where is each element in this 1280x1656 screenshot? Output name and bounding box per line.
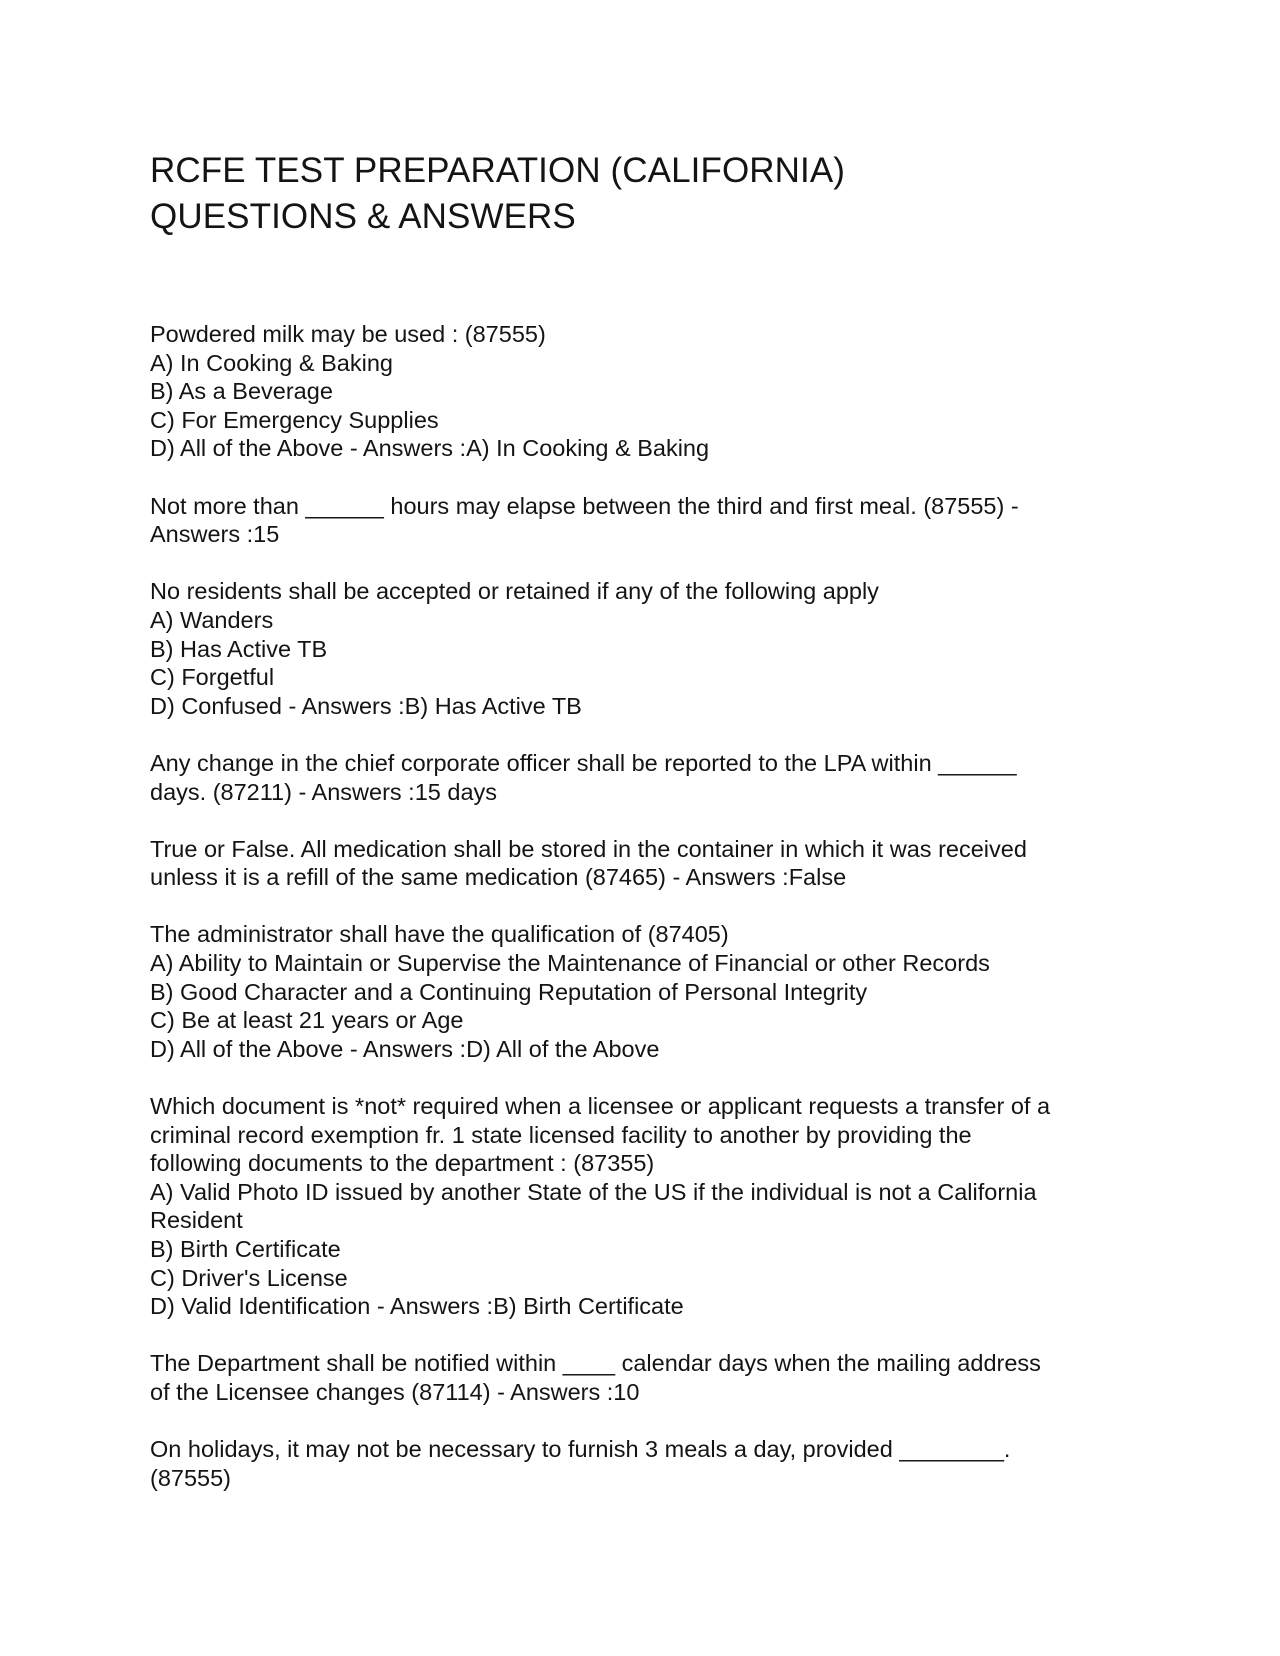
question-text: following documents to the department : (87355) — [150, 1150, 655, 1177]
question-text: The administrator shall have the qualification of (87405) — [150, 921, 729, 948]
option-c: C) Be at least 21 years or Age — [150, 1007, 464, 1034]
question-9 — [150, 1435, 1130, 1492]
option-c: C) Forgetful — [150, 664, 275, 691]
answer-text: Answers :15 — [150, 521, 280, 548]
title-line-1: RCFE TEST PREPARATION (CALIFORNIA) — [150, 151, 846, 190]
option-d-answer: D) Confused - Answers :B) Has Active TB — [150, 692, 582, 719]
answer-text: days. (87211) - Answers :15 days — [150, 778, 498, 805]
question-8 — [150, 1349, 1130, 1406]
question-text: Any change in the chief corporate officer shall be reported to the LPA within ______ — [150, 749, 1017, 776]
question-list — [150, 320, 1130, 1492]
option-d-answer: D) All of the Above - Answers :A) In Cooking & Baking — [150, 435, 710, 462]
question-text: True or False. All medication shall be stored in the container in which it was received — [150, 835, 1027, 862]
question-7 — [150, 1092, 1130, 1321]
option-c: C) For Emergency Supplies — [150, 406, 439, 433]
question-text: The Department shall be notified within ____ calendar days when the mailing address — [150, 1350, 1041, 1377]
option-b: B) Birth Certificate — [150, 1236, 341, 1262]
option-b: B) Has Active TB — [150, 635, 328, 662]
document-title — [150, 148, 1130, 240]
question-3 — [150, 577, 1130, 720]
question-text: criminal record exemption fr. 1 state licensed facility to another by providing the — [150, 1121, 972, 1148]
question-text: No residents shall be accepted or retained if any of the following apply — [150, 578, 879, 605]
question-5 — [150, 835, 1130, 892]
question-2 — [150, 492, 1130, 549]
question-text: Powdered milk may be used : (87555) — [150, 321, 546, 347]
option-d-answer: D) Valid Identification - Answers :B) Birth Certificate — [150, 1293, 684, 1320]
option-b: B) As a Beverage — [150, 378, 333, 405]
answer-text: unless it is a refill of the same medication (87465) - Answers :False — [150, 864, 847, 891]
option-a: Resident — [150, 1207, 243, 1234]
option-a: A) Ability to Maintain or Supervise the Maintenance of Financial or other Records — [150, 950, 990, 977]
question-text: On holidays, it may not be necessary to furnish 3 meals a day, provided ________. — [150, 1436, 1011, 1463]
option-d-answer: D) All of the Above - Answers :D) All of the Above — [150, 1035, 660, 1062]
question-4 — [150, 749, 1130, 806]
option-c: C) Driver's License — [150, 1264, 348, 1291]
option-a: A) Wanders — [150, 606, 274, 633]
title-line-2: QUESTIONS & ANSWERS — [150, 197, 576, 236]
question-1 — [150, 320, 1130, 463]
option-a: A) In Cooking & Baking — [150, 349, 393, 376]
answer-text: of the Licensee changes (87114) - Answers :10 — [150, 1378, 640, 1405]
option-b: B) Good Character and a Continuing Reputation of Personal Integrity — [150, 978, 868, 1005]
question-text: Not more than ______ hours may elapse between the third and first meal. (87555) - — [150, 492, 1019, 519]
question-text: (87555) — [150, 1464, 231, 1491]
option-a: A) Valid Photo ID issued by another State of the US if the individual is not a California — [150, 1178, 1037, 1205]
question-6 — [150, 920, 1130, 1063]
document-page — [150, 148, 1130, 1521]
question-text: Which document is *not* required when a licensee or applicant requests a transfer of a — [150, 1093, 1051, 1120]
